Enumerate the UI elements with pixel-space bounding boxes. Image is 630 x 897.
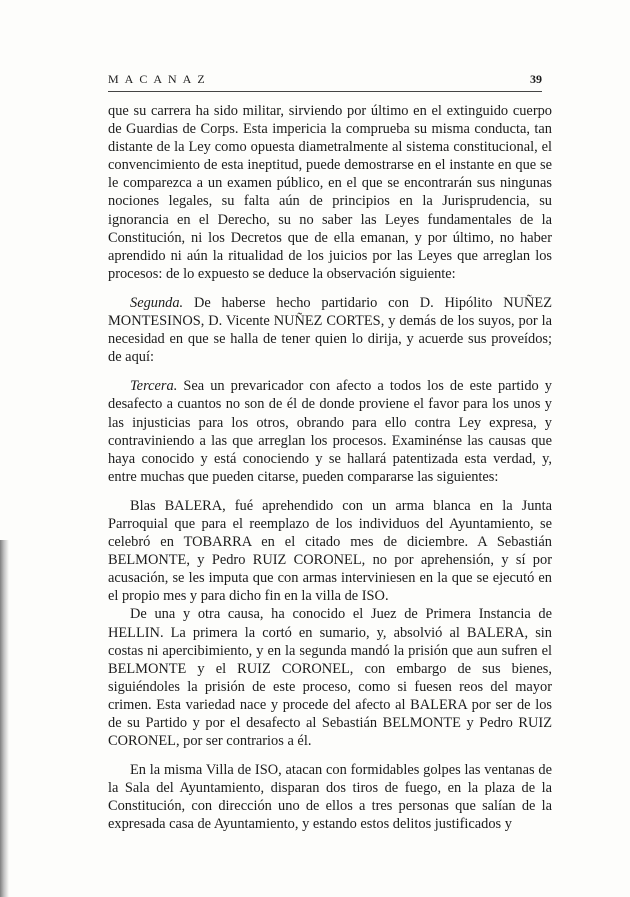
paragraph-3-label: Tercera. [130,378,178,395]
paragraph-2-text: De haberse hecho partidario con D. Hipólito NUÑEZ MONTESINOS, D. Vicente NUÑEZ CORTES, y demás de los suyos, por la necesidad en que se halla de tener quien lo dirija, y acuerde sus proveídos; de aquí: [108,294,552,366]
paragraph-2 [108,294,552,366]
page-number: 39 [530,72,542,86]
body-text [108,102,552,834]
scan-edge-shadow [0,540,9,897]
paragraph-2-label: Segunda. [130,294,184,311]
header-rule [108,91,542,92]
header-title: MACANAZ [108,72,211,86]
paragraph-4: Blas BALERA, fué aprehendido con un arma blanca en la Junta Parroquial que para el reemplazo de los individuos del Ayuntamiento, se celebró en TOBARRA en el citado mes de diciembre. A Sebastián BELMONTE, y Pedro RUIZ CORONEL, no por aprehensión, y sí por acusación, se les imputa que con armas interviniesen en la que se ejecutó en el propio mes y para dicho fin en la villa de ISO. [108,497,552,605]
paragraph-3-text: Sea un prevaricador con afecto a todos los de este partido y desafecto a cuantos no son de él de donde proviene el favor para los unos y las injusticias para los otros, obrando para ello contra Ley expresa, y contraviniendo a las que arreglan los procesos. Examinénse las causas que haya conocido y está conociendo y se hallará patentizada esta verdad, y, entre muchas que pueden citarse, pueden compararse las siguientes: [108,378,552,485]
paragraph-3 [108,377,552,486]
running-header [108,72,542,90]
paragraph-5: De una y otra causa, ha conocido el Juez de Primera Instancia de HELLIN. La primera la cortó en sumario, y, absolvió al BALERA, sin costas ni apercibimiento, y en la segunda mandó la prisión que aun sufren el BELMONTE y el RUIZ CORONEL, con embargo de sus bienes, siguiéndoles la prisión de este proceso, como si fuesen reos del mayor crimen. Esta variedad nace y procede del afecto al BALERA por ser de los de su Partido y por el desafecto al Sebastián BELMONTE y Pedro RUIZ CORONEL, por ser contrarios a él. [108,606,552,750]
paragraph-6: En la misma Villa de ISO, atacan con formidables golpes las ventanas de la Sala del Ayuntamiento, disparan dos tiros de fuego, en la plaza de la Constitución, con dirección uno de ellos a tres personas que salían de la expresada casa de Ayuntamiento, y estando estos delitos justificados y [108,762,552,833]
paragraph-1: que su carrera ha sido militar, sirviendo por último en el extinguido cuerpo de Guardias de Corps. Esta impericia la comprueba su misma conducta, tan distante de la Ley como opuesta diametralmente al sistema constitucional, el convencimiento de esta ineptitud, puede demostrarse en el instante en que se le comparezca a un examen público, en el que se encontrarán sus ningunas nociones legales, su falta aún de principios en la Jurisprudencia, su ignorancia en el Derecho, su no saber las Leyes fundamentales de la Constitución, ni los Decretos que de ella emanan, y por último, no haber aprendido ni aún la ritualidad de los juicios por las Leyes que arreglan los procesos: de lo expuesto se deduce la observación siguiente: [108,103,552,282]
